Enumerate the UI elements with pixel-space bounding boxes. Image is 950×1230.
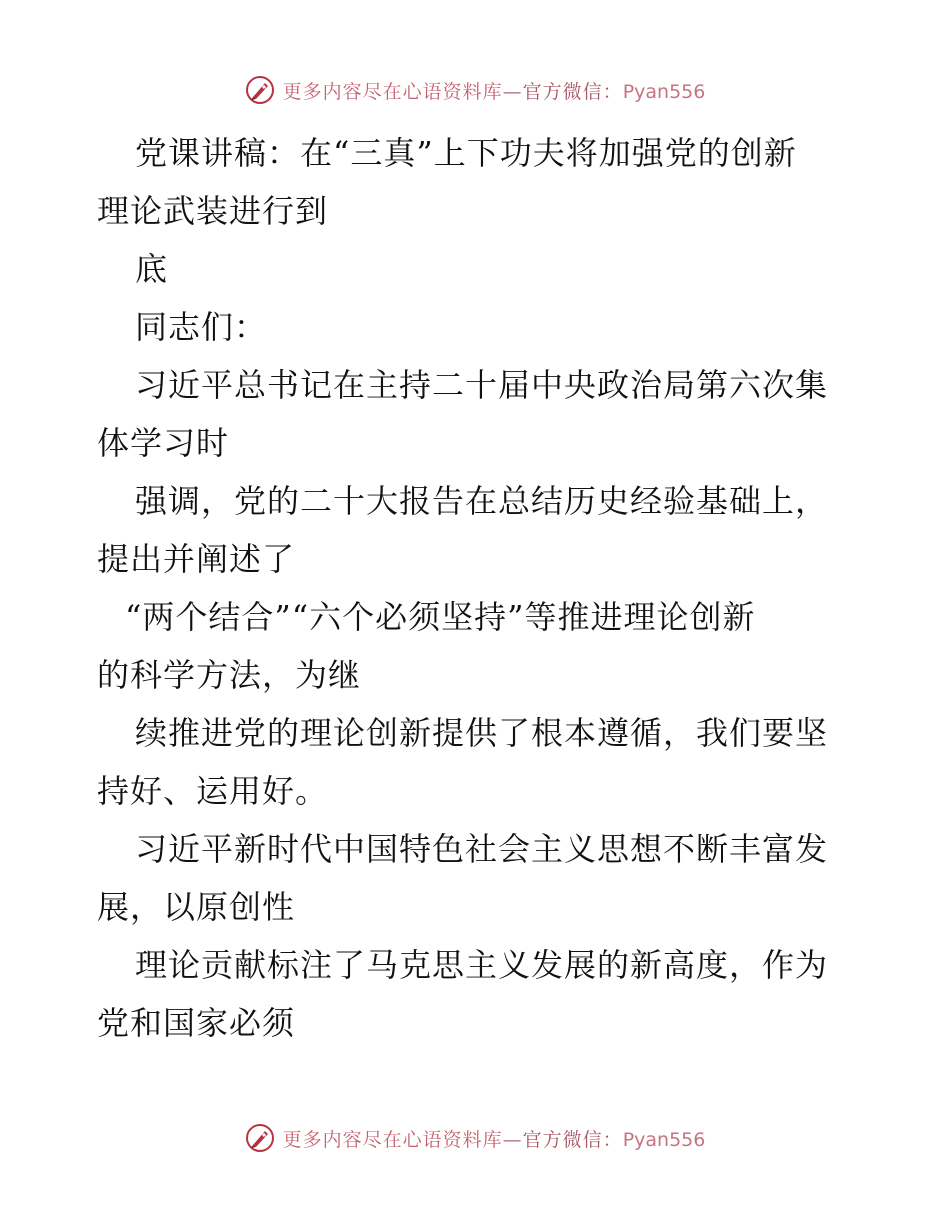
body-line-12: 党和国家必须	[97, 1004, 296, 1042]
body-line-5: “两个结合”“六个必须坚持”等推进理论创新	[125, 598, 756, 636]
title-line-2: 理论武装进行到	[97, 192, 329, 230]
header-banner-text	[283, 77, 706, 104]
body-line-11: 理论贡献标注了马克思主义发展的新高度，作为	[135, 946, 829, 984]
title-line-1: 党课讲稿：在“三真”上下功夫将加强党的创新	[135, 134, 797, 172]
banner-separator: —	[502, 80, 523, 103]
body-line-7: 续推进党的理论创新提供了根本遵循，我们要坚	[135, 714, 829, 752]
body-line-1: 习近平总书记在主持二十届中央政治局第六次集	[135, 366, 829, 404]
body-line-3: 强调，党的二十大报告在总结历史经验基础上，	[135, 482, 829, 520]
wechat-label: 官方微信：	[522, 1128, 623, 1151]
body-line-6: 的科学方法，为继	[97, 656, 362, 694]
footer-banner	[0, 1118, 950, 1158]
pen-nib-logo-icon	[245, 1123, 275, 1153]
wechat-label: 官方微信：	[522, 80, 623, 103]
wechat-id: Pyan556	[622, 1128, 706, 1151]
wechat-id: Pyan556	[622, 80, 706, 103]
header-banner	[0, 70, 950, 110]
document-body	[97, 124, 855, 1052]
salutation: 同志们：	[135, 308, 268, 346]
body-line-10: 展，以原创性	[97, 888, 296, 926]
footer-banner-text	[283, 1125, 706, 1152]
body-line-4: 提出并阐述了	[97, 540, 296, 578]
site-name: 更多内容尽在心语资料库	[282, 1128, 503, 1151]
body-line-2: 体学习时	[97, 424, 230, 462]
banner-separator: —	[502, 1128, 523, 1151]
site-name: 更多内容尽在心语资料库	[282, 80, 503, 103]
pen-nib-logo-icon	[245, 75, 275, 105]
title-line-3: 底	[135, 250, 169, 288]
body-line-9: 习近平新时代中国特色社会主义思想不断丰富发	[135, 830, 829, 868]
body-line-8: 持好、运用好。	[97, 772, 329, 810]
